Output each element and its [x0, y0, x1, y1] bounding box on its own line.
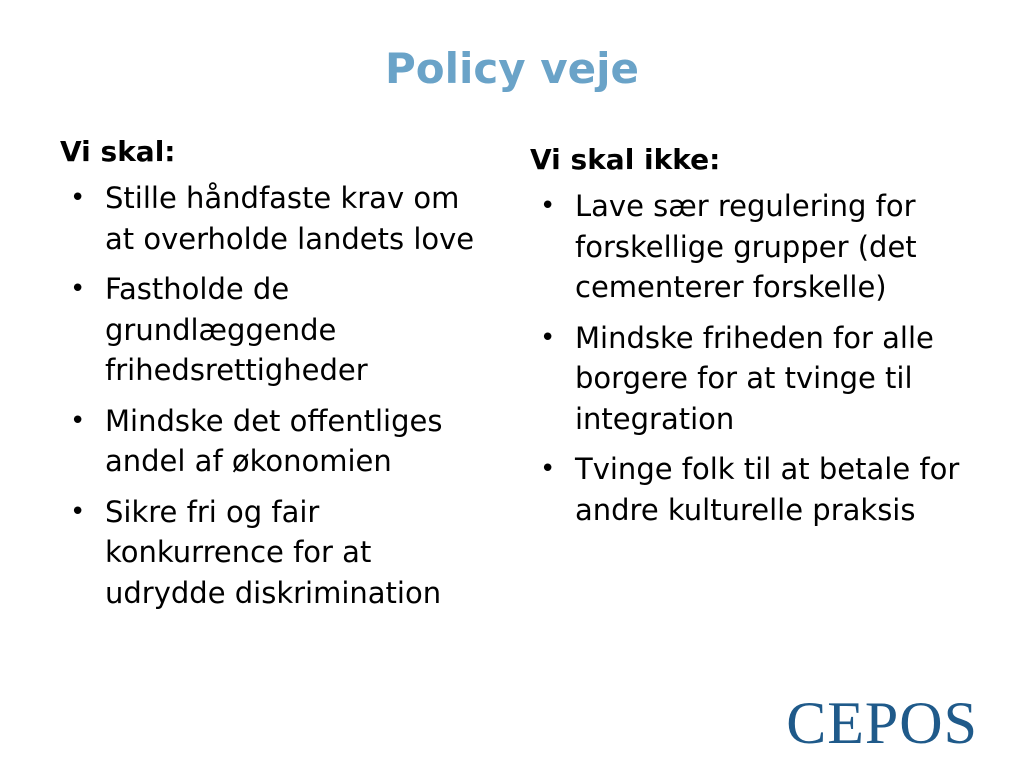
bullet-icon: • — [70, 274, 86, 304]
bullet-text: Sikre fri og fair konkurrence for at udrydde diskrimination — [105, 494, 442, 610]
right-column — [530, 140, 980, 540]
list-item — [530, 449, 980, 530]
left-column-heading: Vi skal: — [60, 135, 176, 168]
bullet-icon: • — [540, 454, 556, 484]
bullet-text: Mindske friheden for alle borgere for at tvinge til integration — [575, 320, 934, 436]
bullet-text: Fastholde de grundlæggende frihedsrettigheder — [105, 272, 368, 387]
list-item — [60, 401, 480, 482]
slide-title: Policy veje — [384, 44, 640, 93]
bullet-icon: • — [70, 183, 86, 213]
cepos-logo: CEPOS — [786, 690, 978, 756]
left-bullet-list — [60, 178, 480, 613]
bullet-icon: • — [540, 322, 556, 353]
bullet-text: Tvinge folk til at betale for andre kulturelle praksis — [575, 452, 960, 527]
bullet-text: Lave sær regulering for forskellige grupper (det cementerer forskelle) — [575, 189, 917, 304]
right-bullet-list — [530, 186, 980, 530]
bullet-icon: • — [540, 191, 556, 221]
list-item — [530, 318, 980, 440]
bullet-icon: • — [70, 405, 86, 436]
bullet-text: Stille håndfaste krav om at overholde landets love — [105, 181, 475, 256]
right-column-heading: Vi skal ikke: — [530, 143, 721, 176]
list-item — [530, 186, 980, 308]
list-item — [60, 178, 480, 259]
list-item — [60, 492, 480, 614]
bullet-icon: • — [70, 496, 86, 527]
bullet-text: Mindske det offentliges andel af økonomien — [105, 403, 443, 478]
list-item — [60, 269, 480, 391]
left-column — [60, 132, 480, 623]
